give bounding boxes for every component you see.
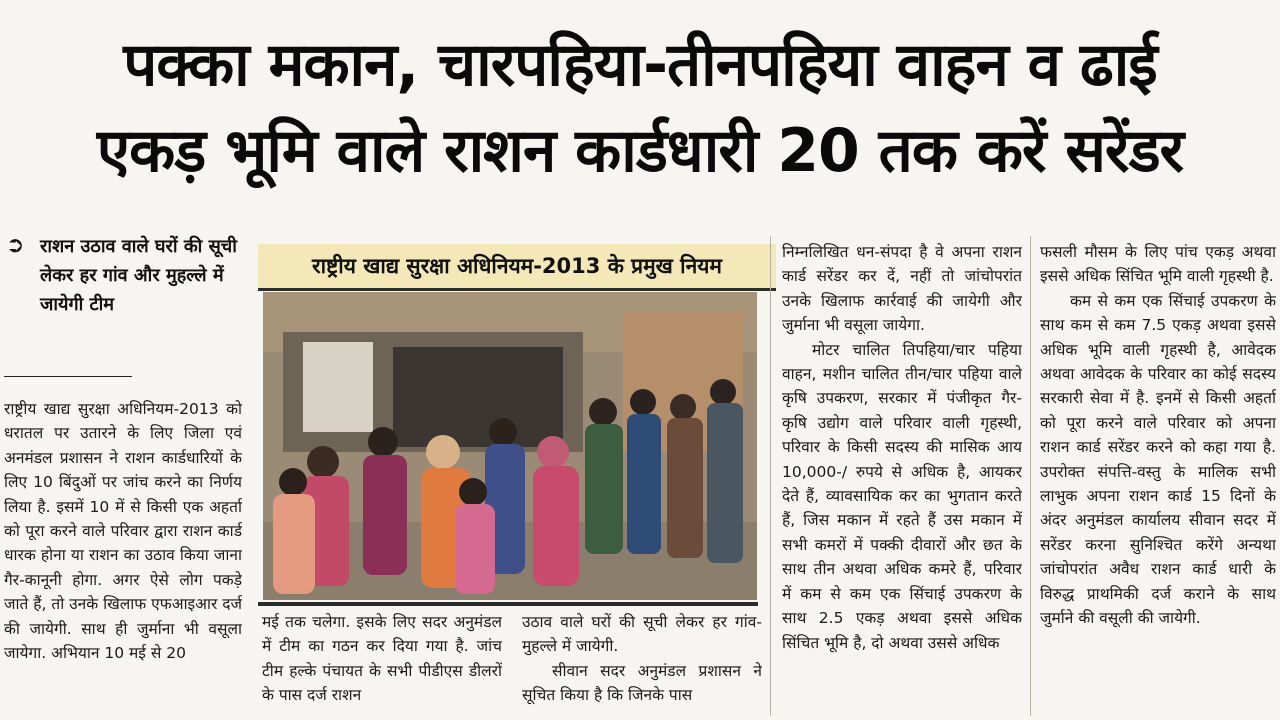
column-divider: [1030, 236, 1031, 716]
subheading-text: राशन उठाव वाले घरों की सूची लेकर हर गांव और मुहल्ले में जायेगी टीम: [40, 236, 237, 315]
column-5-text-a: फसली मौसम के लिए पांच एकड़ अथवा इससे अधिक सिंचित भूमि वाली गृहस्थी है.: [1040, 243, 1276, 286]
arrow-bullet-icon: ➲: [6, 233, 25, 258]
column-2-text: मई तक चलेगा. इसके लिए सदर अनुमंडल में टीम का गठन कर दिया गया है. जांच टीम हल्के पंचायत के सभी पीडीएस डीलरों के पास दर्ज राशन: [262, 613, 502, 705]
article-column-2: [262, 610, 502, 716]
article-column-1: [4, 397, 242, 715]
sidebar-box-title: राष्ट्रीय खाद्य सुरक्षा अधिनियम-2013 के प्रमुख नियम: [258, 244, 776, 291]
column-3-text-b: सीवान सदर अनुमंडल प्रशासन ने सूचित किया है कि जिनके पास: [522, 661, 762, 705]
news-photo: [263, 292, 757, 600]
headline-line-2: एकड़ भूमि वाले राशन कार्डधारी 20 तक करें सरेंडर: [96, 116, 1184, 186]
photo-divider: [258, 602, 758, 606]
news-photo-queue-icon: [263, 292, 757, 600]
article-column-5: [1040, 240, 1276, 716]
column-3-text-a: उठाव वाले घरों की सूची लेकर हर गांव-मुहल्ले में जायेगी.: [522, 613, 762, 656]
column-divider: [770, 236, 771, 716]
headline: [0, 22, 1280, 194]
column-5-text-b: कम से कम एक सिंचाई उपकरण के साथ कम से कम 7.5 एकड़ अथवा इससे अधिक भूमि वाली गृहस्थी है, आवेदक अथवा आवेदक के परिवार का कोई सदस्य सरकारी सेवा में है. इनमें से किसी अहर्ता को पूरा करने वाले परिवार को अपना राशन कार्ड सरेंडर करने को कहा गया है. उपरोक्त संपत्ति-वस्तु के मालिक सभी लाभुक अपना राशन कार्ड 15 दिनों के अंदर अनुमंडल कार्यालय सीवान सदर में सरेंडर करना सुनिश्चित करेंगे अन्यथा जांचोपरांत अवैध राशन कार्ड धारी के विरुद्ध प्राथमिकी दर्ज कराने के साथ जुर्माने की वसूली की जायेगी.: [1040, 291, 1276, 628]
article-column-3: [522, 610, 762, 716]
article-column-4: [782, 240, 1022, 716]
subheading-bullet: [6, 232, 246, 319]
headline-line-1: पक्का मकान, चारपहिया-तीनपहिया वाहन व ढाई: [123, 30, 1157, 100]
column-4-text-b: मोटर चालित तिपहिया/चार पहिया वाहन, मशीन चालित तीन/चार पहिया वाले कृषि उपकरण, सरकार में पंजीकृत गैर-कृषि उद्योग वाले परिवार वाली गृहस्थी, परिवार के किसी सदस्य की मासिक आय 10,000-/ रुपये से अधिक है, आयकर देते हैं, व्यावसायिक कर का भुगतान करते हैं, जिस मकान में रहते हैं उस मकान में सभी कमरों में पक्की दीवारों और छत के साथ तीन अथवा अधिक कमरे हैं, परिवार में कम से कम एक सिंचाई उपकरण के साथ 2.5 एकड़ अथवा इससे अधिक सिंचित भूमि है, दो अथवा उससे अधिक: [782, 340, 1022, 652]
divider-rule: [4, 376, 132, 377]
column-4-text-a: निम्नलिखित धन-संपदा है वे अपना राशन कार्ड सरेंडर कर दें, नहीं तो जांचोपरांत उनके खिलाफ कार्रवाई की जायेगी और जुर्माना भी वसूला जायेगा.: [782, 243, 1022, 335]
column-1-text: राष्ट्रीय खाद्य सुरक्षा अधिनियम-2013 को धरातल पर उतारने के लिए जिला एवं अनमंडल प्रशासन ने राशन कार्डधारियों के लिए 10 बिंदुओं पर जांच करने का निर्णय लिया है. इसमें 10 में से किसी एक अहर्ता को पूरा करने वाले परिवार द्वारा राशन कार्ड धारक होना या राशन का उठाव किया जाना गैर-कानूनी होगा. अगर ऐसे लोग पकड़े जाते हैं, तो उनके खिलाफ एफआइआर दर्ज की जायेगी. साथ ही जुर्माना भी वसूला जायेगा. अभियान 10 मई से 20: [4, 400, 242, 663]
